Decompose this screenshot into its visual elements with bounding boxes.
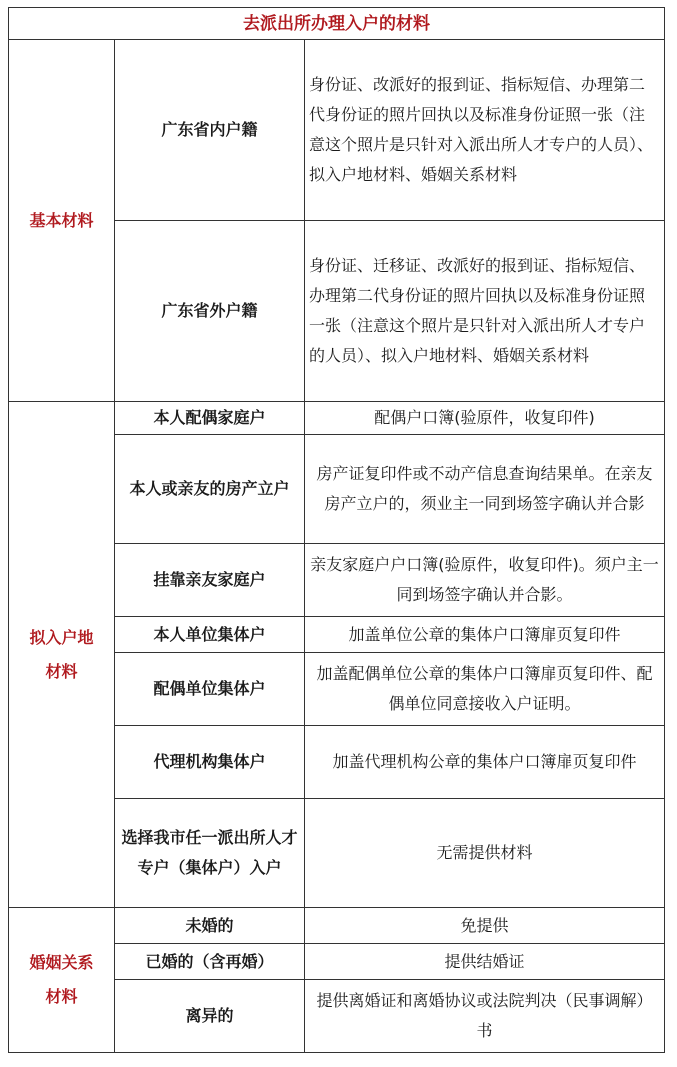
materials-table xyxy=(8,7,665,1053)
category-line: 材料 xyxy=(45,987,78,1006)
row-label: 配偶单位集体户 xyxy=(115,653,305,726)
row-label: 离异的 xyxy=(115,980,305,1053)
category-line: 拟入户地 xyxy=(29,627,94,647)
table-title-row xyxy=(9,8,665,40)
table-row xyxy=(9,402,665,435)
table-row xyxy=(9,40,665,221)
row-description: 房产证复印件或不动产信息查询结果单。在亲友房产立户的，须业主一同到场签字确认并合影 xyxy=(305,435,665,544)
row-description: 加盖单位公章的集体户口簿扉页复印件 xyxy=(305,617,665,653)
row-label: 代理机构集体户 xyxy=(115,726,305,799)
table-row xyxy=(9,908,665,944)
row-description: 加盖配偶单位公章的集体户口簿扉页复印件、配偶单位同意接收入户证明。 xyxy=(305,653,665,726)
row-label: 广东省外户籍 xyxy=(115,221,305,402)
row-label: 本人或亲友的房产立户 xyxy=(115,435,305,544)
materials-table-wrapper xyxy=(8,7,665,1053)
category-line: 材料 xyxy=(45,661,78,681)
row-description: 身份证、改派好的报到证、指标短信、办理第二代身份证的照片回执以及标准身份证照一张（注意这个照片是只针对入派出所人才专户的人员）、拟入户地材料、婚姻关系材料 xyxy=(305,40,665,221)
row-label: 挂靠亲友家庭户 xyxy=(115,544,305,617)
row-description: 亲友家庭户户口簿(验原件，收复印件)。须户主一同到场签字确认并合影。 xyxy=(305,544,665,617)
row-label: 已婚的（含再婚） xyxy=(115,944,305,980)
category-marriage xyxy=(9,908,115,1053)
row-description: 提供结婚证 xyxy=(305,944,665,980)
row-label: 本人配偶家庭户 xyxy=(115,402,305,435)
row-label: 未婚的 xyxy=(115,908,305,944)
row-label: 选择我市任一派出所人才专户（集体户）入户 xyxy=(115,799,305,908)
row-description: 免提供 xyxy=(305,908,665,944)
row-label: 广东省内户籍 xyxy=(115,40,305,221)
row-description: 无需提供材料 xyxy=(305,799,665,908)
category-basic: 基本材料 xyxy=(9,40,115,402)
category-residence xyxy=(9,402,115,908)
table-title: 去派出所办理入户的材料 xyxy=(9,8,665,40)
row-description: 加盖代理机构公章的集体户口簿扉页复印件 xyxy=(305,726,665,799)
row-label: 本人单位集体户 xyxy=(115,617,305,653)
category-line: 婚姻关系 xyxy=(29,953,94,972)
row-description: 身份证、迁移证、改派好的报到证、指标短信、办理第二代身份证的照片回执以及标准身份证照一张（注意这个照片是只针对入派出所人才专户的人员）、拟入户地材料、婚姻关系材料 xyxy=(305,221,665,402)
row-description: 配偶户口簿(验原件，收复印件) xyxy=(305,402,665,435)
row-description: 提供离婚证和离婚协议或法院判决（民事调解）书 xyxy=(305,980,665,1053)
